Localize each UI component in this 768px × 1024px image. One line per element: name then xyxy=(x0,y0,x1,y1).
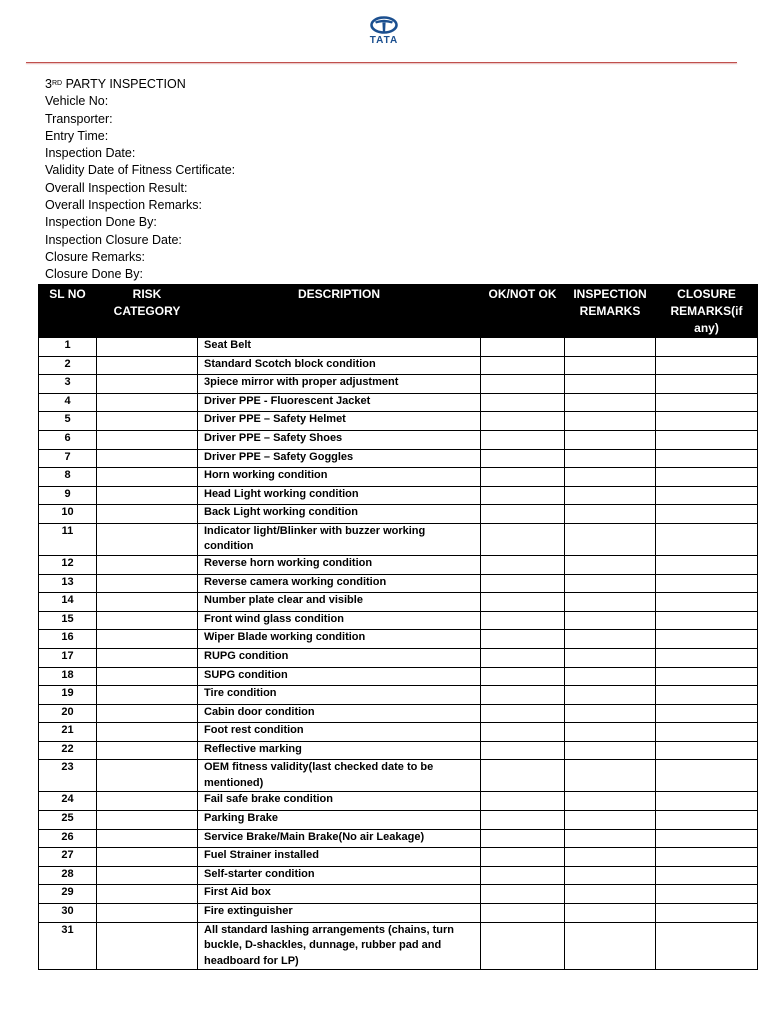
field-vehicle-no: Vehicle No: xyxy=(45,94,109,109)
row-sl-no: 28 xyxy=(39,866,97,885)
table-row xyxy=(39,848,758,867)
table-row xyxy=(39,356,758,375)
row-inspection-remarks-cell[interactable] xyxy=(565,704,656,723)
row-ok-cell[interactable] xyxy=(481,356,565,375)
row-description: Reverse horn working condition xyxy=(198,555,481,574)
row-description: Service Brake/Main Brake(No air Leakage) xyxy=(198,829,481,848)
row-closure-remarks-cell[interactable] xyxy=(656,375,758,394)
row-ok-cell[interactable] xyxy=(481,393,565,412)
header-risk-category: RISK CATEGORY xyxy=(97,285,198,338)
row-risk-category-cell[interactable] xyxy=(97,885,198,904)
row-description: Reverse camera working condition xyxy=(198,574,481,593)
row-closure-remarks-cell[interactable] xyxy=(656,393,758,412)
row-closure-remarks-cell[interactable] xyxy=(656,829,758,848)
row-risk-category-cell[interactable] xyxy=(97,486,198,505)
row-sl-no: 10 xyxy=(39,505,97,524)
field-inspection-date: Inspection Date: xyxy=(45,146,136,161)
row-ok-cell[interactable] xyxy=(481,611,565,630)
field-entry-time: Entry Time: xyxy=(45,128,109,143)
table-row xyxy=(39,667,758,686)
row-inspection-remarks-cell[interactable] xyxy=(565,829,656,848)
row-description: Number plate clear and visible xyxy=(198,593,481,612)
row-risk-category-cell[interactable] xyxy=(97,866,198,885)
row-sl-no: 3 xyxy=(39,375,97,394)
row-closure-remarks-cell[interactable] xyxy=(656,630,758,649)
row-description: Fire extinguisher xyxy=(198,904,481,923)
row-description: All standard lashing arrangements (chains, turn buckle, D-shackles, dunnage, rubber pad and headboard for LP) xyxy=(198,922,481,970)
table-row xyxy=(39,866,758,885)
row-description: Parking Brake xyxy=(198,811,481,830)
table-row xyxy=(39,686,758,705)
row-inspection-remarks-cell[interactable] xyxy=(565,593,656,612)
form-title: 3RD PARTY INSPECTION xyxy=(45,77,186,91)
row-closure-remarks-cell[interactable] xyxy=(656,704,758,723)
row-closure-remarks-cell[interactable] xyxy=(656,611,758,630)
form-fields xyxy=(45,76,235,284)
row-sl-no: 6 xyxy=(39,430,97,449)
row-closure-remarks-cell[interactable] xyxy=(656,648,758,667)
row-description: Back Light working condition xyxy=(198,505,481,524)
row-description: Head Light working condition xyxy=(198,486,481,505)
table-row xyxy=(39,741,758,760)
row-description: Tire condition xyxy=(198,686,481,705)
row-closure-remarks-cell[interactable] xyxy=(656,922,758,970)
row-closure-remarks-cell[interactable] xyxy=(656,792,758,811)
row-closure-remarks-cell[interactable] xyxy=(656,741,758,760)
row-sl-no: 5 xyxy=(39,412,97,431)
row-sl-no: 15 xyxy=(39,611,97,630)
row-sl-no: 11 xyxy=(39,523,97,555)
table-row xyxy=(39,792,758,811)
row-ok-cell[interactable] xyxy=(481,574,565,593)
row-inspection-remarks-cell[interactable] xyxy=(565,760,656,792)
row-ok-cell[interactable] xyxy=(481,375,565,394)
row-ok-cell[interactable] xyxy=(481,648,565,667)
row-sl-no: 19 xyxy=(39,686,97,705)
row-ok-cell[interactable] xyxy=(481,723,565,742)
row-closure-remarks-cell[interactable] xyxy=(656,686,758,705)
row-closure-remarks-cell[interactable] xyxy=(656,574,758,593)
row-inspection-remarks-cell[interactable] xyxy=(565,667,656,686)
row-ok-cell[interactable] xyxy=(481,593,565,612)
row-inspection-remarks-cell[interactable] xyxy=(565,611,656,630)
table-row xyxy=(39,468,758,487)
field-inspection-by: Inspection Done By: xyxy=(45,215,157,230)
row-description: Driver PPE – Safety Helmet xyxy=(198,412,481,431)
row-description: 3piece mirror with proper adjustment xyxy=(198,375,481,394)
table-row xyxy=(39,593,758,612)
table-row xyxy=(39,829,758,848)
tata-emblem-icon xyxy=(370,16,398,34)
row-closure-remarks-cell[interactable] xyxy=(656,555,758,574)
table-row xyxy=(39,630,758,649)
row-description: Driver PPE - Fluorescent Jacket xyxy=(198,393,481,412)
row-risk-category-cell[interactable] xyxy=(97,829,198,848)
row-inspection-remarks-cell[interactable] xyxy=(565,922,656,970)
table-row xyxy=(39,449,758,468)
field-closure-remarks: Closure Remarks: xyxy=(45,249,146,264)
row-inspection-remarks-cell[interactable] xyxy=(565,356,656,375)
row-ok-cell[interactable] xyxy=(481,430,565,449)
row-sl-no: 9 xyxy=(39,486,97,505)
row-inspection-remarks-cell[interactable] xyxy=(565,574,656,593)
table-row xyxy=(39,412,758,431)
row-risk-category-cell[interactable] xyxy=(97,505,198,524)
table-row xyxy=(39,723,758,742)
table-row xyxy=(39,430,758,449)
row-description: Foot rest condition xyxy=(198,723,481,742)
row-risk-category-cell[interactable] xyxy=(97,723,198,742)
row-inspection-remarks-cell[interactable] xyxy=(565,412,656,431)
field-overall-remarks: Overall Inspection Remarks: xyxy=(45,198,203,213)
row-inspection-remarks-cell[interactable] xyxy=(565,393,656,412)
row-closure-remarks-cell[interactable] xyxy=(656,723,758,742)
row-sl-no: 21 xyxy=(39,723,97,742)
table-row xyxy=(39,922,758,970)
row-inspection-remarks-cell[interactable] xyxy=(565,468,656,487)
row-description: Fuel Strainer installed xyxy=(198,848,481,867)
row-description: Driver PPE – Safety Goggles xyxy=(198,449,481,468)
row-ok-cell[interactable] xyxy=(481,922,565,970)
row-ok-cell[interactable] xyxy=(481,904,565,923)
row-description: Reflective marking xyxy=(198,741,481,760)
row-sl-no: 7 xyxy=(39,449,97,468)
row-risk-category-cell[interactable] xyxy=(97,811,198,830)
field-overall-result: Overall Inspection Result: xyxy=(45,180,188,195)
row-closure-remarks-cell[interactable] xyxy=(656,523,758,555)
row-closure-remarks-cell[interactable] xyxy=(656,760,758,792)
row-risk-category-cell[interactable] xyxy=(97,667,198,686)
row-ok-cell[interactable] xyxy=(481,505,565,524)
table-row xyxy=(39,375,758,394)
row-ok-cell[interactable] xyxy=(481,829,565,848)
row-closure-remarks-cell[interactable] xyxy=(656,412,758,431)
row-closure-remarks-cell[interactable] xyxy=(656,505,758,524)
row-closure-remarks-cell[interactable] xyxy=(656,866,758,885)
table-row xyxy=(39,574,758,593)
row-risk-category-cell[interactable] xyxy=(97,760,198,792)
header-sl-no: SL NO xyxy=(39,285,97,338)
row-closure-remarks-cell[interactable] xyxy=(656,449,758,468)
row-description: SUPG condition xyxy=(198,667,481,686)
table-row xyxy=(39,338,758,357)
row-closure-remarks-cell[interactable] xyxy=(656,356,758,375)
row-risk-category-cell[interactable] xyxy=(97,338,198,357)
field-closure-date: Inspection Closure Date: xyxy=(45,232,182,247)
row-sl-no: 4 xyxy=(39,393,97,412)
row-ok-cell[interactable] xyxy=(481,885,565,904)
row-risk-category-cell[interactable] xyxy=(97,611,198,630)
header-inspection-remarks: INSPECTION REMARKS xyxy=(565,285,656,338)
row-description: OEM fitness validity(last checked date to be mentioned) xyxy=(198,760,481,792)
row-risk-category-cell[interactable] xyxy=(97,922,198,970)
row-inspection-remarks-cell[interactable] xyxy=(565,811,656,830)
row-closure-remarks-cell[interactable] xyxy=(656,486,758,505)
row-ok-cell[interactable] xyxy=(481,338,565,357)
row-inspection-remarks-cell[interactable] xyxy=(565,885,656,904)
row-risk-category-cell[interactable] xyxy=(97,630,198,649)
row-sl-no: 18 xyxy=(39,667,97,686)
table-body xyxy=(39,338,758,970)
header-ok-not-ok: OK/NOT OK xyxy=(481,285,565,338)
row-ok-cell[interactable] xyxy=(481,811,565,830)
field-closure-by: Closure Done By: xyxy=(45,267,143,282)
row-closure-remarks-cell[interactable] xyxy=(656,848,758,867)
row-inspection-remarks-cell[interactable] xyxy=(565,848,656,867)
row-risk-category-cell[interactable] xyxy=(97,741,198,760)
row-ok-cell[interactable] xyxy=(481,449,565,468)
header-closure-remarks: CLOSURE REMARKS(if any) xyxy=(656,285,758,338)
row-ok-cell[interactable] xyxy=(481,667,565,686)
row-risk-category-cell[interactable] xyxy=(97,686,198,705)
row-closure-remarks-cell[interactable] xyxy=(656,811,758,830)
row-closure-remarks-cell[interactable] xyxy=(656,430,758,449)
row-inspection-remarks-cell[interactable] xyxy=(565,338,656,357)
row-risk-category-cell[interactable] xyxy=(97,574,198,593)
row-inspection-remarks-cell[interactable] xyxy=(565,486,656,505)
table-row xyxy=(39,486,758,505)
table-row xyxy=(39,555,758,574)
row-ok-cell[interactable] xyxy=(481,412,565,431)
row-risk-category-cell[interactable] xyxy=(97,704,198,723)
row-closure-remarks-cell[interactable] xyxy=(656,338,758,357)
logo-text: TATA xyxy=(369,35,399,46)
row-risk-category-cell[interactable] xyxy=(97,393,198,412)
row-ok-cell[interactable] xyxy=(481,704,565,723)
table-row xyxy=(39,811,758,830)
row-risk-category-cell[interactable] xyxy=(97,555,198,574)
row-ok-cell[interactable] xyxy=(481,866,565,885)
row-ok-cell[interactable] xyxy=(481,848,565,867)
row-inspection-remarks-cell[interactable] xyxy=(565,741,656,760)
field-transporter: Transporter: xyxy=(45,111,113,126)
row-sl-no: 1 xyxy=(39,338,97,357)
row-sl-no: 8 xyxy=(39,468,97,487)
row-description: Cabin door condition xyxy=(198,704,481,723)
row-sl-no: 31 xyxy=(39,922,97,970)
row-sl-no: 24 xyxy=(39,792,97,811)
row-description: Indicator light/Blinker with buzzer working condition xyxy=(198,523,481,555)
row-risk-category-cell[interactable] xyxy=(97,468,198,487)
table-row xyxy=(39,704,758,723)
table-row xyxy=(39,648,758,667)
row-inspection-remarks-cell[interactable] xyxy=(565,430,656,449)
row-sl-no: 29 xyxy=(39,885,97,904)
row-description: Standard Scotch block condition xyxy=(198,356,481,375)
table-row xyxy=(39,904,758,923)
row-sl-no: 16 xyxy=(39,630,97,649)
row-risk-category-cell[interactable] xyxy=(97,449,198,468)
row-ok-cell[interactable] xyxy=(481,486,565,505)
row-description: Horn working condition xyxy=(198,468,481,487)
row-inspection-remarks-cell[interactable] xyxy=(565,630,656,649)
row-risk-category-cell[interactable] xyxy=(97,356,198,375)
row-ok-cell[interactable] xyxy=(481,686,565,705)
row-sl-no: 14 xyxy=(39,593,97,612)
row-sl-no: 26 xyxy=(39,829,97,848)
row-inspection-remarks-cell[interactable] xyxy=(565,523,656,555)
table-row xyxy=(39,393,758,412)
header-divider xyxy=(26,62,737,63)
row-description: Fail safe brake condition xyxy=(198,792,481,811)
field-fitness-validity: Validity Date of Fitness Certificate: xyxy=(45,163,236,178)
table-row xyxy=(39,760,758,792)
tata-logo xyxy=(0,16,768,46)
row-inspection-remarks-cell[interactable] xyxy=(565,555,656,574)
inspection-table xyxy=(38,284,758,970)
row-sl-no: 12 xyxy=(39,555,97,574)
row-closure-remarks-cell[interactable] xyxy=(656,593,758,612)
row-description: First Aid box xyxy=(198,885,481,904)
row-risk-category-cell[interactable] xyxy=(97,648,198,667)
table-row xyxy=(39,505,758,524)
row-sl-no: 30 xyxy=(39,904,97,923)
row-inspection-remarks-cell[interactable] xyxy=(565,449,656,468)
row-inspection-remarks-cell[interactable] xyxy=(565,792,656,811)
row-description: RUPG condition xyxy=(198,648,481,667)
row-inspection-remarks-cell[interactable] xyxy=(565,648,656,667)
row-sl-no: 2 xyxy=(39,356,97,375)
row-closure-remarks-cell[interactable] xyxy=(656,468,758,487)
row-description: Self-starter condition xyxy=(198,866,481,885)
table-row xyxy=(39,611,758,630)
row-description: Front wind glass condition xyxy=(198,611,481,630)
row-ok-cell[interactable] xyxy=(481,468,565,487)
row-ok-cell[interactable] xyxy=(481,760,565,792)
row-risk-category-cell[interactable] xyxy=(97,523,198,555)
row-inspection-remarks-cell[interactable] xyxy=(565,375,656,394)
row-sl-no: 23 xyxy=(39,760,97,792)
row-inspection-remarks-cell[interactable] xyxy=(565,505,656,524)
row-inspection-remarks-cell[interactable] xyxy=(565,866,656,885)
row-risk-category-cell[interactable] xyxy=(97,412,198,431)
row-description: Wiper Blade working condition xyxy=(198,630,481,649)
row-description: Driver PPE – Safety Shoes xyxy=(198,430,481,449)
header-description: DESCRIPTION xyxy=(198,285,481,338)
row-risk-category-cell[interactable] xyxy=(97,848,198,867)
row-ok-cell[interactable] xyxy=(481,741,565,760)
row-risk-category-cell[interactable] xyxy=(97,792,198,811)
row-sl-no: 20 xyxy=(39,704,97,723)
row-sl-no: 22 xyxy=(39,741,97,760)
row-description: Seat Belt xyxy=(198,338,481,357)
row-ok-cell[interactable] xyxy=(481,555,565,574)
row-inspection-remarks-cell[interactable] xyxy=(565,904,656,923)
table-row xyxy=(39,523,758,555)
row-sl-no: 17 xyxy=(39,648,97,667)
row-inspection-remarks-cell[interactable] xyxy=(565,686,656,705)
row-sl-no: 25 xyxy=(39,811,97,830)
row-ok-cell[interactable] xyxy=(481,523,565,555)
row-sl-no: 27 xyxy=(39,848,97,867)
table-header-row xyxy=(39,285,758,338)
row-ok-cell[interactable] xyxy=(481,792,565,811)
row-risk-category-cell[interactable] xyxy=(97,430,198,449)
row-closure-remarks-cell[interactable] xyxy=(656,885,758,904)
row-ok-cell[interactable] xyxy=(481,630,565,649)
row-closure-remarks-cell[interactable] xyxy=(656,904,758,923)
row-risk-category-cell[interactable] xyxy=(97,375,198,394)
row-sl-no: 13 xyxy=(39,574,97,593)
row-risk-category-cell[interactable] xyxy=(97,904,198,923)
row-closure-remarks-cell[interactable] xyxy=(656,667,758,686)
row-risk-category-cell[interactable] xyxy=(97,593,198,612)
table-row xyxy=(39,885,758,904)
row-inspection-remarks-cell[interactable] xyxy=(565,723,656,742)
